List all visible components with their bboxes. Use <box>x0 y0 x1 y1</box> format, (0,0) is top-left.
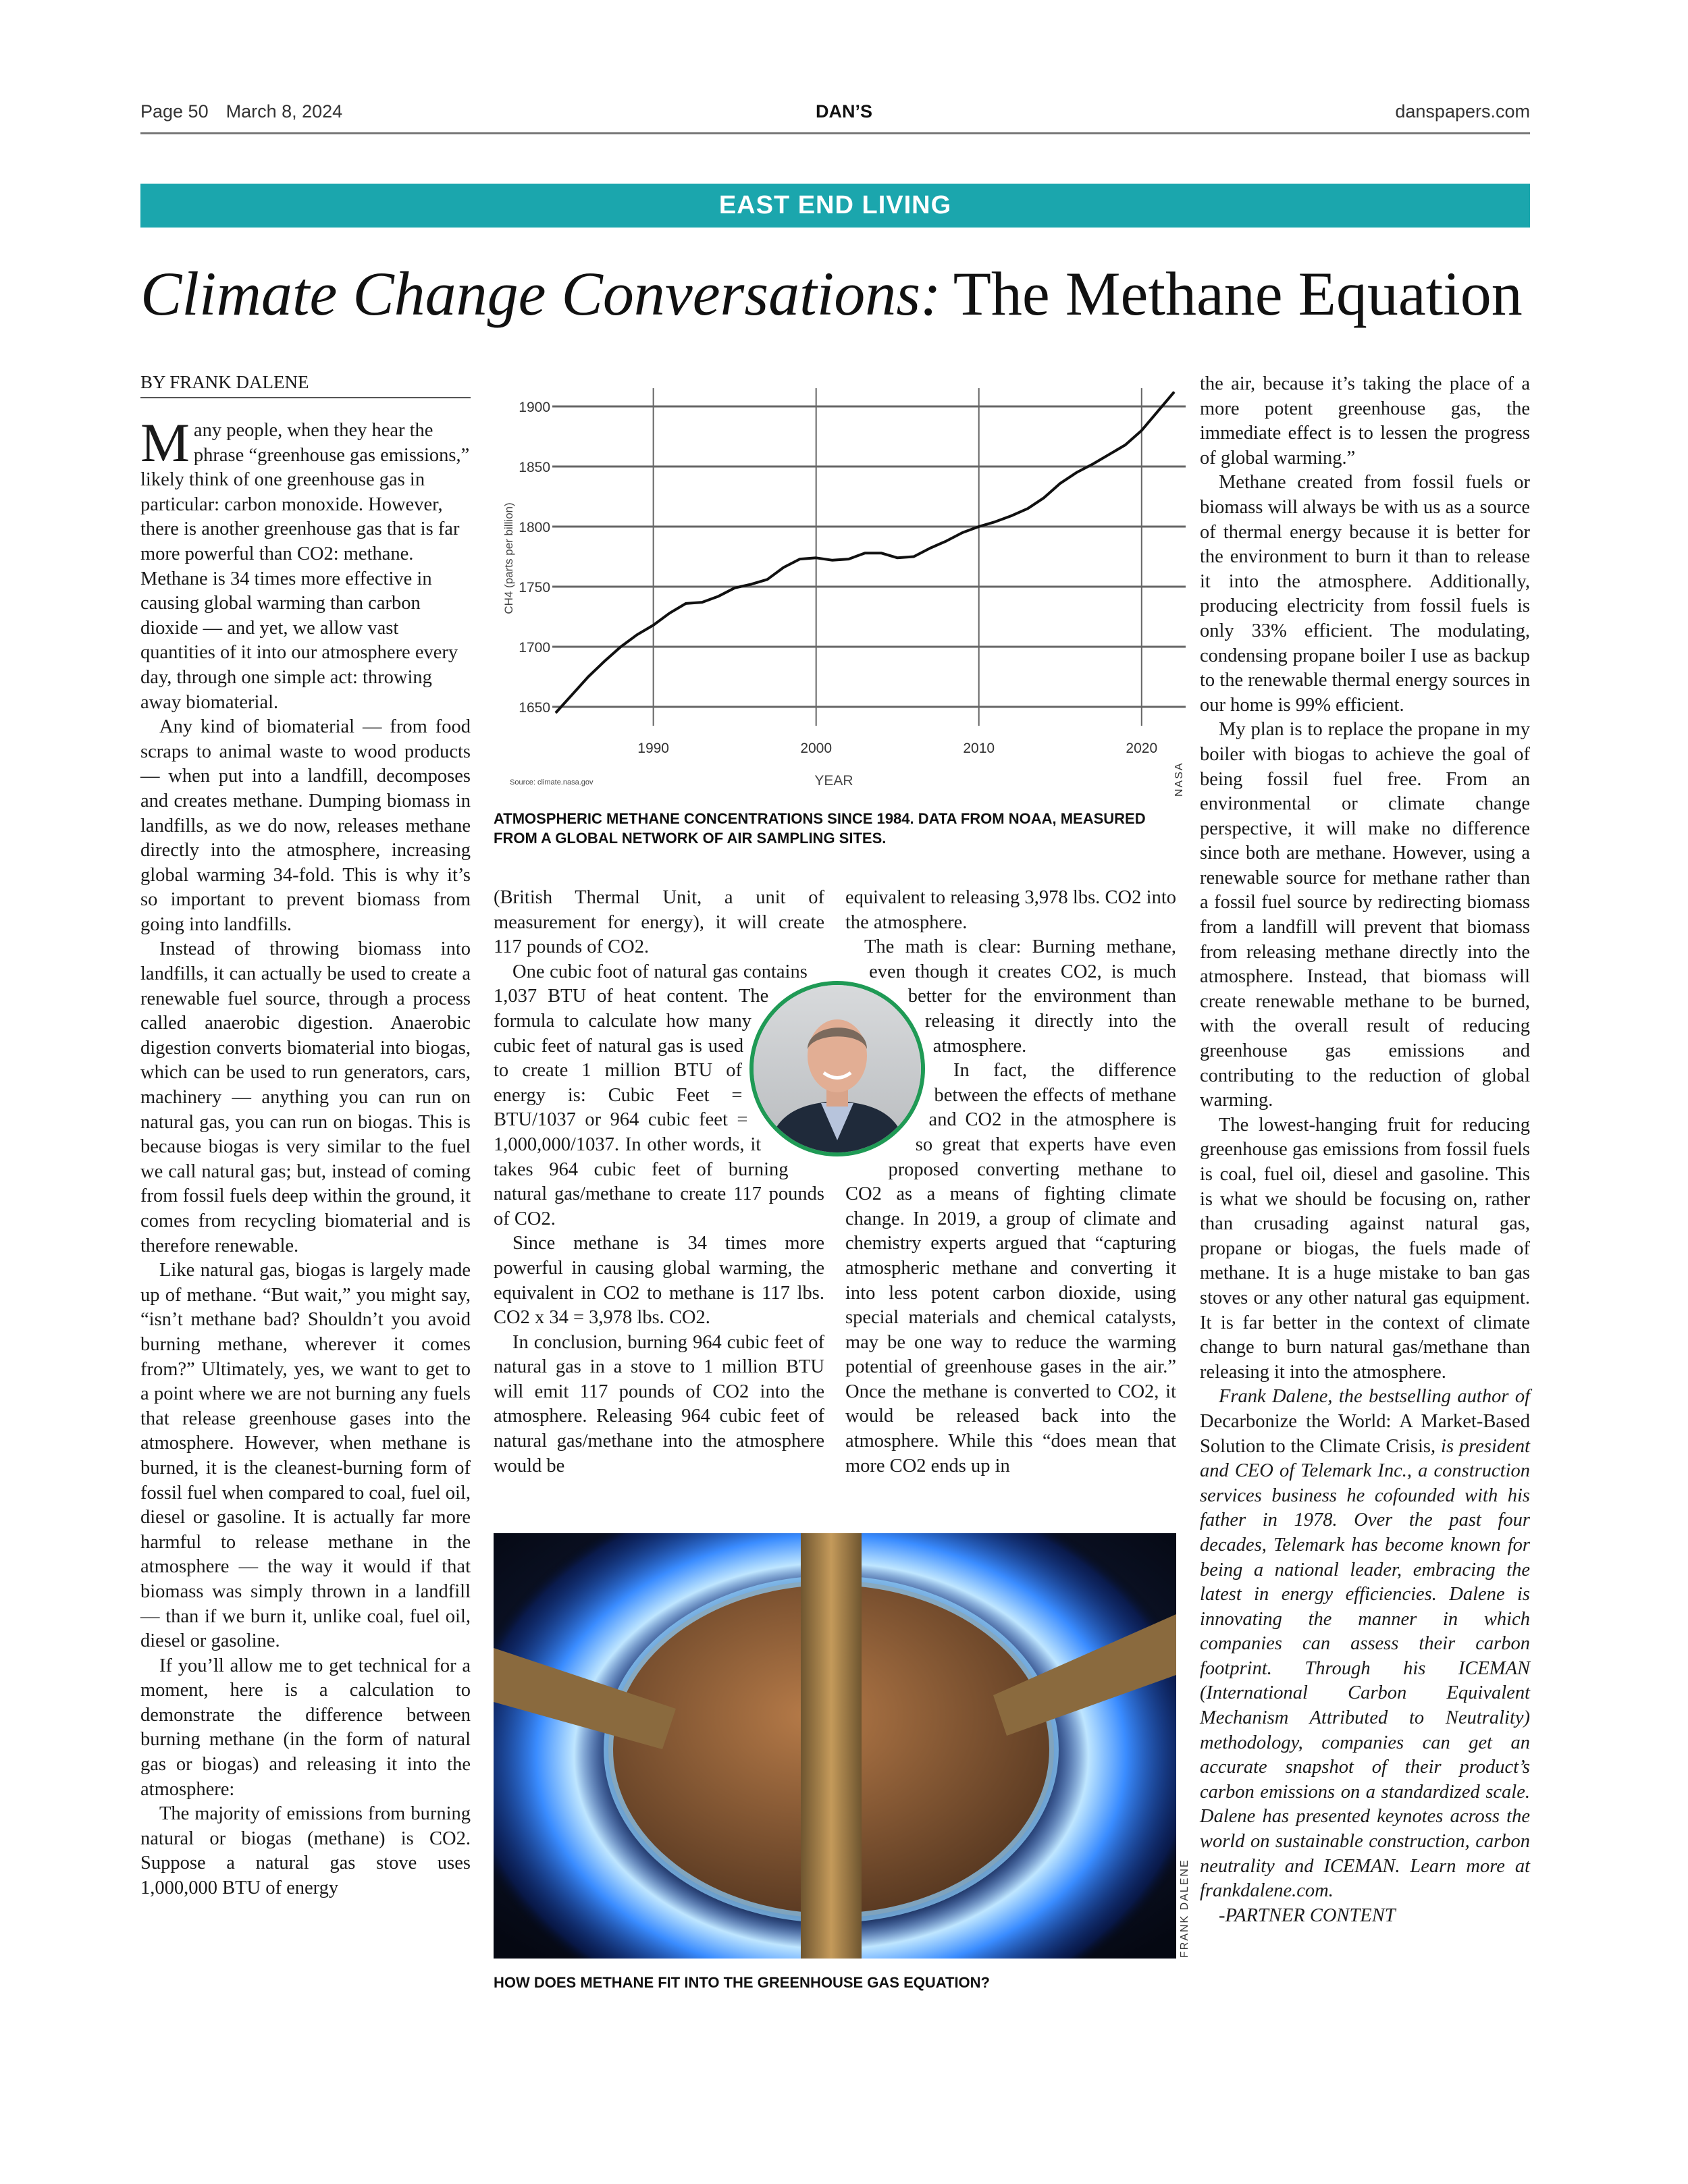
data-point <box>1141 430 1142 431</box>
partner-content-label: -PARTNER CONTENT <box>1219 1905 1396 1926</box>
byline: BY FRANK DALENE <box>140 372 471 398</box>
page-info <box>140 101 342 122</box>
headline-roman: The Methane Equation <box>953 259 1523 328</box>
data-point <box>1157 411 1158 412</box>
y-tick-label: 1700 <box>519 640 550 656</box>
paragraph: Methane created from fossil fuels or biomass will always be with us as a source of thermal energy because it is better for the environment to burn it than to release it into the atmosphere. Additionally, producing electricity from fossil fuels is only 33% efficient. The modulating, condensing propane boiler I use as backup to the renewable thermal energy sources in our home is 99% efficient. <box>1200 472 1530 716</box>
data-point <box>685 603 686 604</box>
bio-text: Frank Dalene, the bestselling author of <box>1219 1386 1530 1408</box>
paragraph: The math is clear: Burning methane, even though it creates CO2, is much better for the environment than releasing it directly into the atmosphere. <box>864 936 1176 1057</box>
paragraph: (British Thermal Unit, a unit of measurement for energy), it will create 117 pounds of CO2. <box>494 887 824 958</box>
photo-caption: HOW DOES METHANE FIT INTO THE GREENHOUSE GAS EQUATION? <box>494 1974 990 1991</box>
data-point <box>962 532 963 533</box>
data-point <box>799 559 800 560</box>
masthead: DAN’S <box>815 101 872 122</box>
methane-chart <box>490 375 1186 807</box>
paragraph: Like natural gas, biogas is largely made up of methane. “But wait,” you might say, “isn’t methane bad? Shouldn’t you avoid burning methane, wherever it comes from?” Ultimately, yes, we want to get to a point where we are not burning any fuels that release greenhouse gases into the atmosphere. However, when methane is burned, it is the cleanest-burning form of fossil fuel when compared to coal, fuel oil, diesel or gasoline. It is actually far more harmful to release methane in the atmosphere — the way it would if that biomass was simply thrown in a landfill — than if we burn it, unlike coal, fuel oil, diesel or gasoline. <box>140 1260 471 1652</box>
article-column-3 <box>845 886 1176 1479</box>
y-tick-label: 1650 <box>519 700 550 716</box>
chart-caption: ATMOSPHERIC METHANE CONCENTRATIONS SINCE 1984. DATA FROM NOAA, MEASURED FROM A GLOBAL NETWORK OF AIR SAMPLING SITES. <box>494 810 1146 847</box>
y-tick-label: 1750 <box>519 580 550 595</box>
author-portrait <box>749 981 925 1156</box>
x-tick-label: 2010 <box>963 741 995 756</box>
author-bio <box>1200 1385 1530 1903</box>
paragraph: equivalent to releasing 3,978 lbs. CO2 into the atmosphere. <box>845 887 1176 933</box>
article-column-2 <box>494 886 824 1479</box>
data-point <box>881 553 882 554</box>
y-tick-label: 1850 <box>519 460 550 475</box>
paragraph: Since methane is 34 times more powerful in causing global warming, the equivalent in CO2 to methane is 117 lbs. CO2 x 34 = 3,978 lbs. CO2. <box>494 1233 824 1329</box>
drop-cap: M <box>140 412 190 473</box>
x-axis-label: YEAR <box>814 773 853 789</box>
data-point <box>865 553 866 554</box>
data-point <box>653 624 654 625</box>
paragraph: Any kind of biomaterial — from food scraps to animal waste to wood products — when put into a landfill, decomposes and creates methane. Dumping biomass in landfills, as we do now, releases methane directly into the atmosphere, increasing global warming 34-fold. This is why it’s so important to prevent biomass from going into landfills. <box>140 716 471 935</box>
headline-italic: Climate Change Conversations: <box>140 259 941 328</box>
x-tick-label: 2020 <box>1126 741 1158 756</box>
paragraph: My plan is to replace the propane in my boiler with biogas to achieve the goal of being fossil fuel free. From an environmental or climate change perspective, it will make no difference since both are methane. However, using a renewable source for methane rather than a fossil fuel source by redirecting biomass from a landfill will prevent that biomass from releasing methane directly into the atmosphere. Instead, that biomass will create renewable methane to be burned, with the overall result of reducing greenhouse gas emissions and contributing to the reduction of global warming. <box>1200 719 1530 1111</box>
y-tick-label: 1800 <box>519 520 550 535</box>
data-point <box>669 613 670 614</box>
x-tick-label: 2000 <box>800 741 833 756</box>
chart-credit: NASA <box>1173 762 1185 797</box>
data-point <box>604 661 605 662</box>
page-number: Page 50 <box>140 101 209 122</box>
data-point <box>767 579 768 580</box>
paragraph: The lowest-hanging fruit for reducing greenhouse gas emissions from fossil fuels is coal, fuel oil, diesel and gasoline. This is what we should be focusing on, rather than crusading against natural gas, propane or biogas, the fuels made of methane. It is a huge mistake to ban gas stoves or any other natural gas equipment. It is far better in the context of climate change to burn natural gas/methane than releasing it into the atmosphere. <box>1200 1114 1530 1383</box>
section-banner: EAST END LIVING <box>140 184 1530 228</box>
issue-date: March 8, 2024 <box>226 101 343 122</box>
paragraph: the air, because it’s taking the place of a more potent greenhouse gas, the immediate effect is to lessen the progress of global warming.” <box>1200 373 1530 469</box>
paragraph <box>140 412 471 715</box>
data-point <box>1125 444 1126 445</box>
gas-burner-photo <box>494 1533 1176 1959</box>
paragraph: If you’ll allow me to get technical for a moment, here is a calculation to demonstrate the difference between burning methane (in the form of natural gas or biogas) and releasing it into the atmosphere: <box>140 1655 471 1800</box>
data-point <box>718 596 719 597</box>
headline <box>140 258 1523 329</box>
data-point <box>848 559 849 560</box>
data-point <box>1076 472 1077 473</box>
paragraph-text: any people, when they hear the phrase “greenhouse gas emissions,” likely think of one greenhouse gas in particular: carbon monoxide. However, there is another greenhouse gas that is far more powerful than CO2: methane. Methane is 34 times more effective in causing global warming than carbon dioxide — and yet, we allow vast quantities of it into our atmosphere every day, through one simple act: throwing away biomaterial. <box>140 420 470 713</box>
paragraph: Instead of throwing biomass into landfills, it can actually be used to create a renewable fuel source, through a process called anaerobic digestion. Anaerobic digestion converts biomaterial into biogas, which can be used to run generators, cars, machinery — anything you can run on natural gas, you can run on biogas. This is because biogas is very similar to the fuel we call natural gas; but, instead of coming from fossil fuels deep within the ground, it comes from recycling biomaterial and is therefore renewable. <box>140 938 471 1256</box>
photo-credit: FRANK DALENE <box>1179 1859 1190 1958</box>
portrait-image <box>754 985 921 1152</box>
paragraph: One cubic foot of natural gas contains 1,037 BTU of heat content. The formula to calculate how many cubic feet of natural gas is used to create 1 million BTU of energy is: Cubic Feet = BTU/1037 or 964 cubic feet = 1,000,000/1037. In other words, it takes 964 cubic feet of burning natural gas/methane to create 117 pounds of CO2. <box>494 961 824 1229</box>
article-column-1 <box>140 412 471 1901</box>
series-line-ch4 <box>556 392 1174 713</box>
x-tick-label: 1990 <box>637 741 669 756</box>
data-point <box>588 676 589 677</box>
paragraph: In conclusion, burning 964 cubic feet of natural gas in a stove to 1 million BTU will emit 117 pounds of CO2 into the atmosphere. Releasing 964 cubic feet of natural gas/methane into the atmosphere would be <box>494 1331 824 1476</box>
gas-burner-image <box>494 1533 1176 1959</box>
article-column-4 <box>1200 372 1530 1928</box>
y-tick-label: 1900 <box>519 400 550 415</box>
bio-text: , is president and CEO of Telemark Inc., a construction services business he cofounded with his father in 1978. Over the past four decades, Telemark has become known for being a national leader, embracing the latest in energy efficiencies. Dalene is innovating the manner in which companies can assess their carbon footprint. Through his ICEMAN (International Carbon Equivalent Mechanism Attributed to Neutrality) methodology, companies can get an accurate snapshot of their product’s carbon emissions on a standardized scale. Dalene has presented keynotes across the world on sustainable construction, carbon neutrality and ICEMAN. Learn more at frankdalene.com. <box>1200 1435 1530 1902</box>
header-rule <box>140 132 1530 134</box>
chart-source: Source: climate.nasa.gov <box>510 778 594 787</box>
paragraph: In fact, the difference between the effects of methane and CO2 in the atmosphere is so great that experts have even proposed converting methane to CO2 as a means of fighting climate change. In 2019, a group of climate and chemistry experts argued that “capturing atmospheric methane and converting it into less potent carbon dioxide, using special materials and chemical catalysts, may be one way to reduce the warming potential of greenhouse gases in the air.” Once the methane is converted to CO2, it would be released back into the atmosphere. While this “does mean that more CO2 ends up in <box>845 1060 1176 1476</box>
site-url[interactable]: danspapers.com <box>1395 101 1530 122</box>
data-point <box>783 567 784 568</box>
y-axis-label: CH4 (parts per billion) <box>502 502 515 614</box>
book-title: Decarbonize the World: A Market-Based Solution to the Climate Crisis <box>1200 1410 1530 1457</box>
paragraph: The majority of emissions from burning natural or biogas (methane) is CO2. Suppose a natural gas stove uses 1,000,000 BTU of energy <box>140 1803 471 1899</box>
